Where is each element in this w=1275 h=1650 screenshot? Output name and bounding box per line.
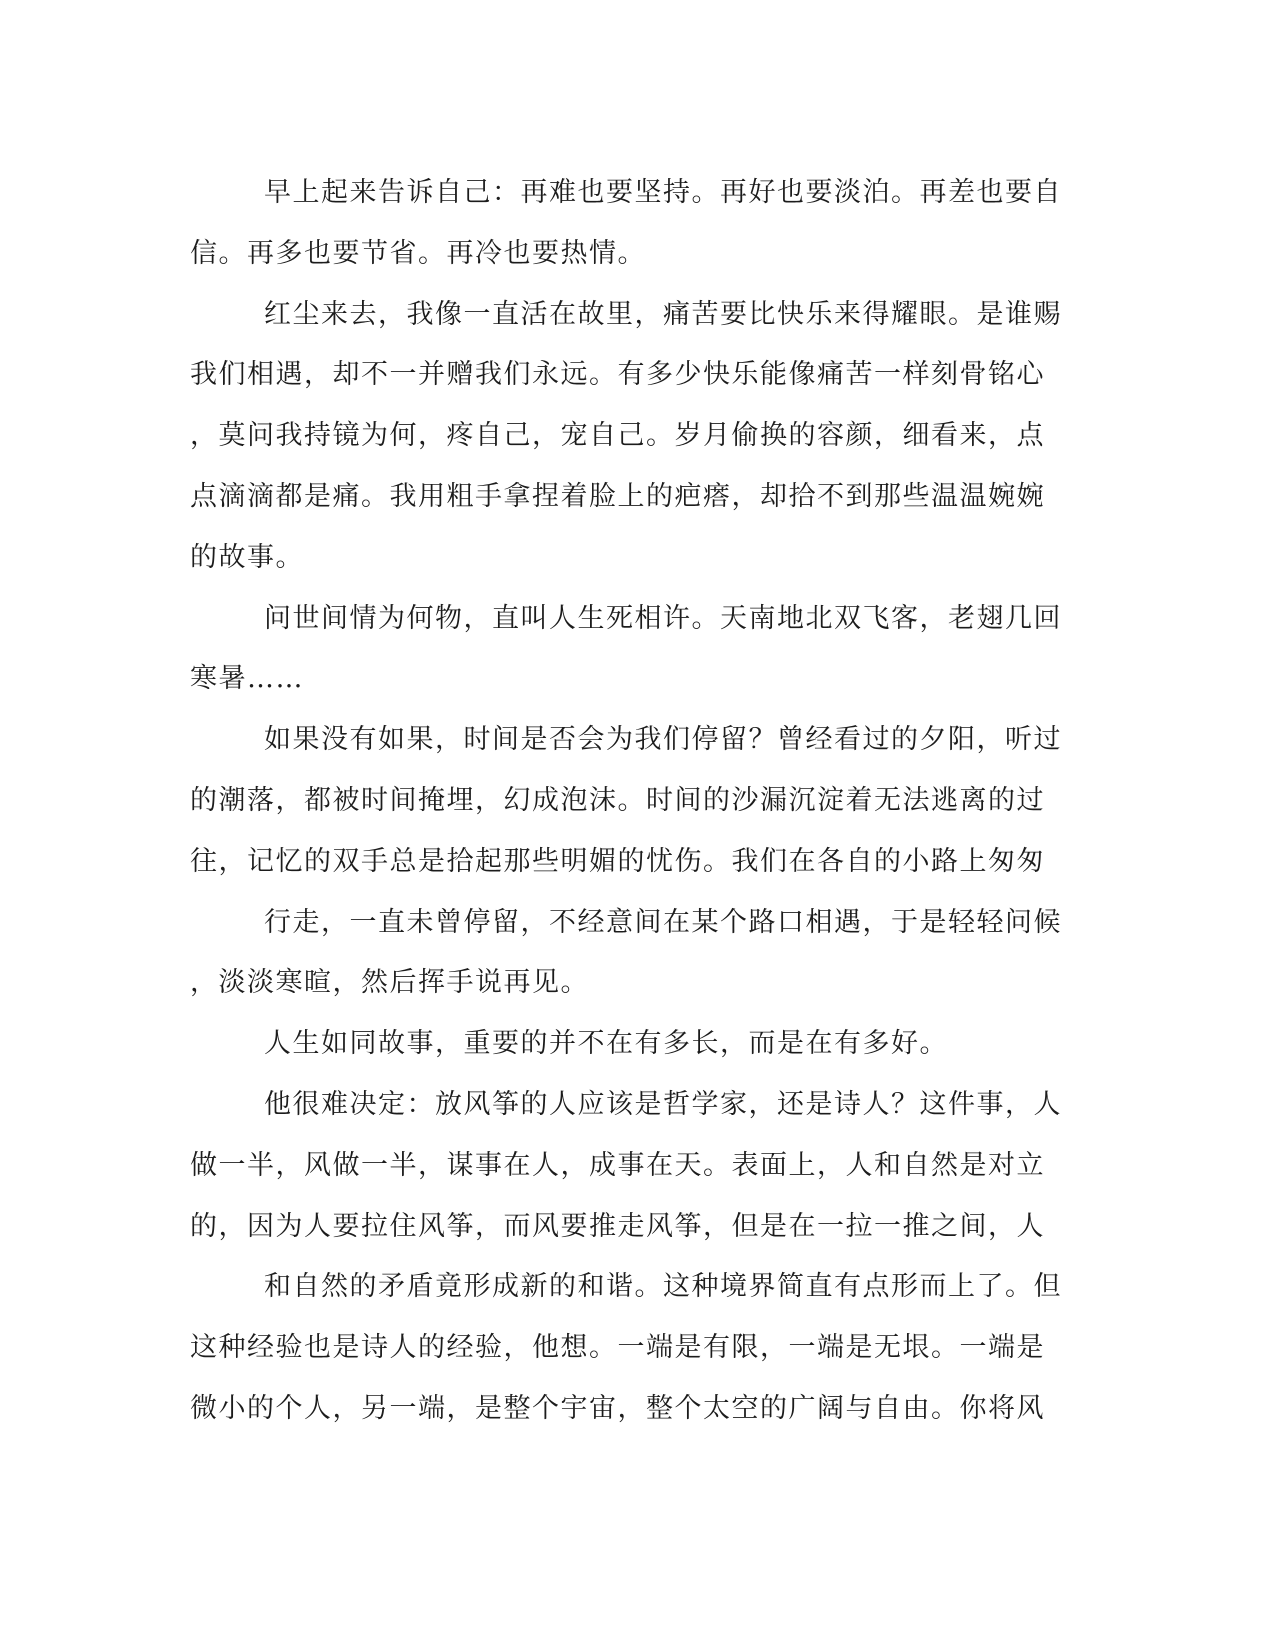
text-line: 和自然的矛盾竟形成新的和谐。这种境界简直有点形而上了。但: [264, 1271, 1062, 1303]
text-line: 这种经验也是诗人的经验，他想。一端是有限，一端是无垠。一端是: [190, 1332, 1045, 1364]
text-line: 点滴滴都是痛。我用粗手拿捏着脸上的疤瘩，却拾不到那些温温婉婉: [190, 480, 1045, 512]
text-line: 如果没有如果，时间是否会为我们停留？曾经看过的夕阳，听过: [264, 724, 1062, 756]
text-line: 的潮落，都被时间掩埋，幻成泡沫。时间的沙漏沉淀着无法逃离的过: [190, 784, 1045, 816]
text-line: 人生如同故事，重要的并不在有多长，而是在有多好。: [264, 1028, 948, 1060]
text-line: ，莫问我持镜为何，疼自己，宠自己。岁月偷换的容颜，细看来，点: [190, 420, 1045, 452]
text-line: ，淡淡寒暄，然后挥手说再见。: [190, 967, 589, 999]
body-text: [190, 163, 1085, 1440]
text-line: 问世间情为何物，直叫人生死相许。天南地北双飞客，老翅几回: [264, 602, 1062, 634]
text-line: 的故事。: [190, 541, 304, 573]
text-line: 寒暑……: [190, 663, 304, 695]
text-line: 信。再多也要节省。再冷也要热情。: [190, 237, 646, 269]
text-line: 往，记忆的双手总是拾起那些明媚的忧伤。我们在各自的小路上匆匆: [190, 845, 1045, 877]
text-line: 行走，一直未曾停留，不经意间在某个路口相遇，于是轻轻问候: [264, 906, 1062, 938]
text-line: 早上起来告诉自己：再难也要坚持。再好也要淡泊。再差也要自: [264, 177, 1062, 208]
text-line: 红尘来去，我像一直活在故里，痛苦要比快乐来得耀眼。是谁赐: [264, 298, 1062, 330]
text-line: 微小的个人，另一端，是整个宇宙，整个太空的广阔与自由。你将风: [190, 1392, 1045, 1424]
text-line: 的，因为人要拉住风筝，而风要推走风筝，但是在一拉一推之间，人: [190, 1210, 1045, 1242]
text-line: 他很难决定：放风筝的人应该是哲学家，还是诗人？这件事，人: [264, 1088, 1062, 1120]
text-line: 我们相遇，却不一并赠我们永远。有多少快乐能像痛苦一样刻骨铭心: [190, 359, 1045, 391]
text-line: 做一半，风做一半，谋事在人，成事在天。表面上，人和自然是对立: [190, 1149, 1045, 1181]
